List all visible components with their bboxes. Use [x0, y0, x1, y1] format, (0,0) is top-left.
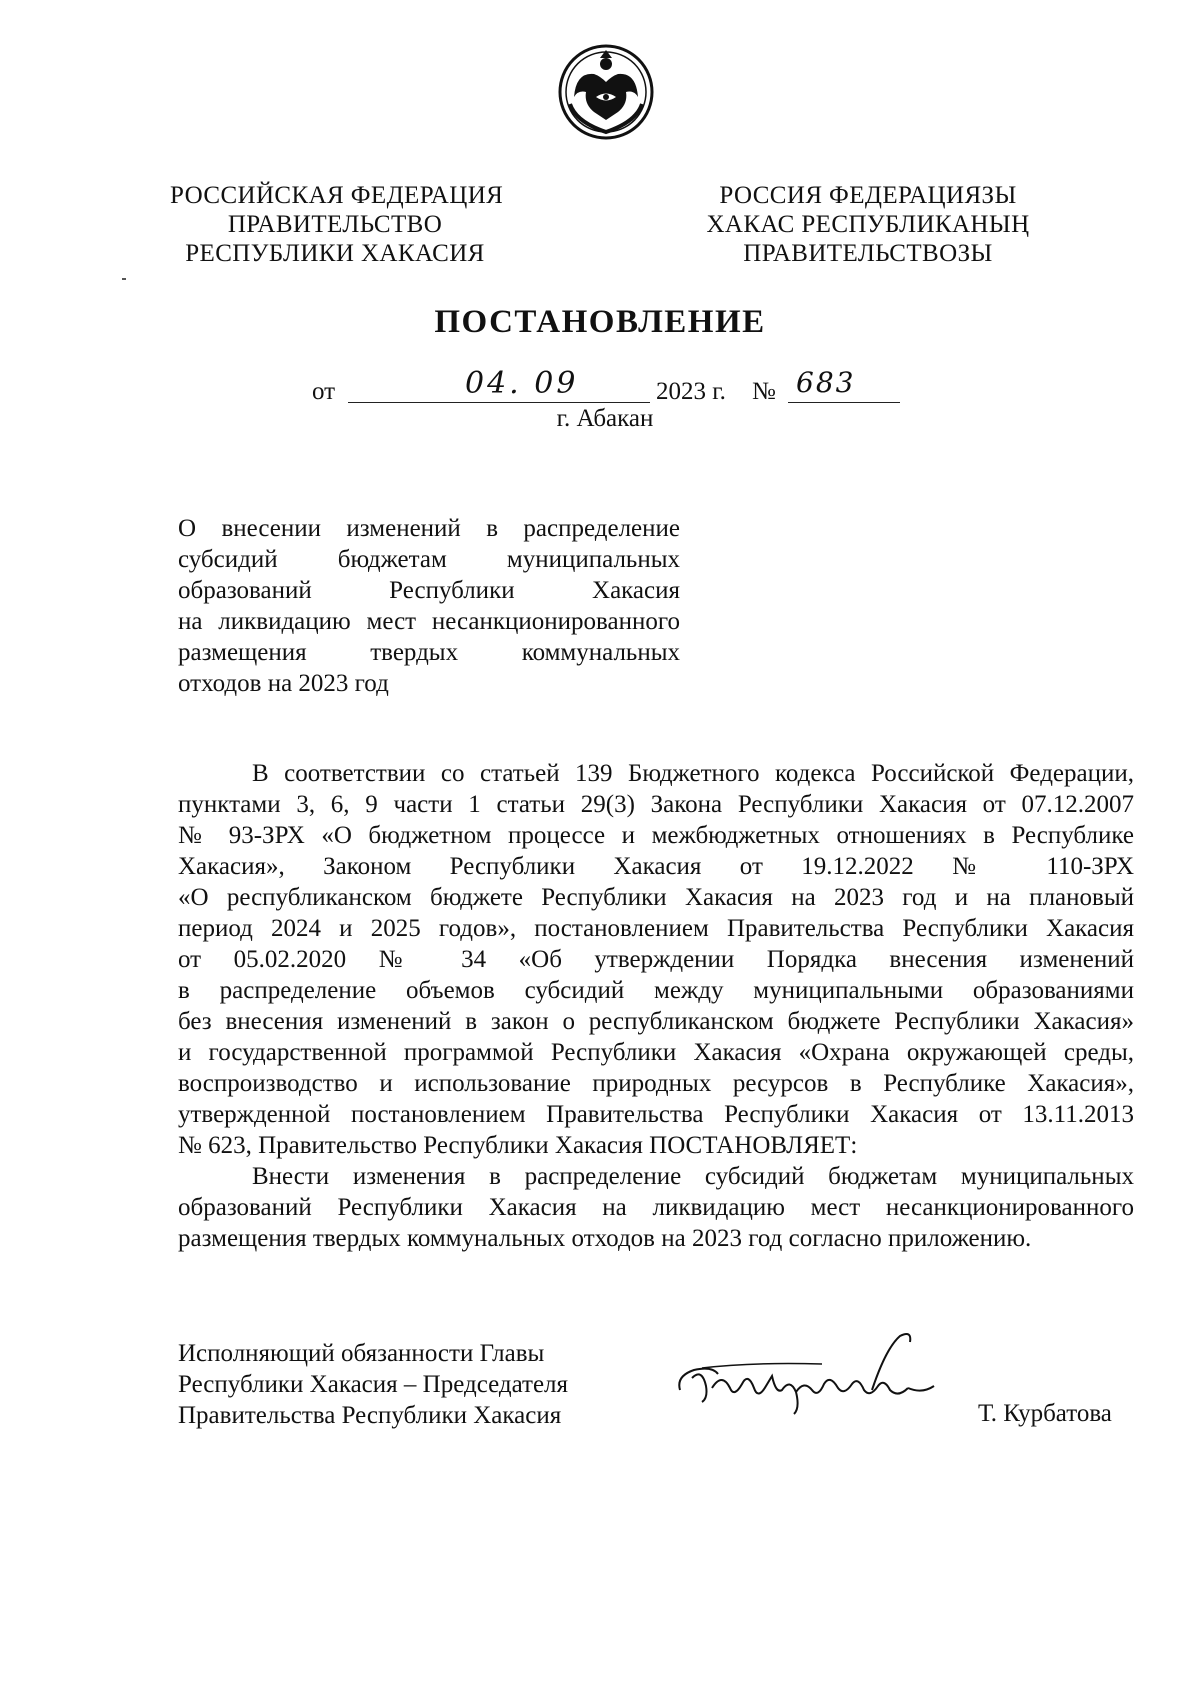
subject-line: отходов на 2023 год — [178, 670, 389, 697]
body-line: без внесения изменений в закон о республиканском бюджете Республики Хакасия» — [178, 1008, 1134, 1035]
header-left — [170, 181, 504, 268]
body-line: № 93-ЗРХ «О бюджетном процессе и межбюджетных отношениях в Республике — [178, 822, 1134, 849]
position-line: Правительства Республики Хакасия — [178, 1402, 562, 1429]
paragraph-resolution — [178, 1161, 1134, 1254]
subject-heading — [178, 513, 680, 699]
document-body — [178, 758, 1134, 1254]
header-left-line: ПРАВИТЕЛЬСТВО — [227, 211, 443, 238]
body-line: образований Республики Хакасия на ликвидацию мест несанкционированного — [178, 1194, 1134, 1221]
header-right-line: ПРАВИТЕЛЬСТВОЗЫ — [743, 240, 993, 267]
position-line: Исполняющий обязанности Главы — [178, 1340, 545, 1367]
handwritten-signature-icon — [672, 1328, 972, 1418]
body-line: пунктами 3, 6, 9 части 1 статьи 29(3) Закона Республики Хакасия от 07.12.2007 — [178, 791, 1134, 818]
handwritten-date: 04. 09 — [465, 366, 579, 401]
body-line: утвержденной постановлением Правительства Республики Хакасия от 13.11.2013 — [178, 1101, 1134, 1128]
subject-line: субсидий бюджетам муниципальных — [178, 546, 680, 573]
body-line: в распределение объемов субсидий между муниципальными образованиями — [178, 977, 1134, 1004]
document-title: ПОСТАНОВЛЕНИЕ — [434, 304, 766, 340]
coat-of-arms-icon — [556, 42, 656, 142]
subject-line: на ликвидацию мест несанкционированного — [178, 608, 680, 635]
subject-line: размещения твердых коммунальных — [178, 639, 680, 666]
header-right-line: ХАКАС РЕСПУБЛИКАНЫҢ — [706, 211, 1030, 238]
paragraph-preamble — [178, 758, 1134, 1161]
header-left-line: РОССИЙСКАЯ ФЕДЕРАЦИЯ — [170, 182, 504, 209]
header-right-line: РОССИЯ ФЕДЕРАЦИЯЗЫ — [719, 182, 1017, 209]
body-line: размещения твердых коммунальных отходов на 2023 год согласно приложению. — [178, 1225, 1032, 1252]
body-line: № 623, Правительство Республики Хакасия ПОСТАНОВЛЯЕТ: — [178, 1132, 858, 1159]
body-line: Хакасия», Законом Республики Хакасия от 19.12.2022 № 110-ЗРХ — [178, 853, 1134, 880]
from-label: от — [312, 378, 336, 405]
body-line: воспроизводство и использование природных ресурсов в Республике Хакасия», — [178, 1070, 1134, 1097]
body-line: и государственной программой Республики Хакасия «Охрана окружающей среды, — [178, 1039, 1134, 1066]
subject-line: О внесении изменений в распределение — [178, 515, 680, 542]
header-right — [698, 181, 1038, 268]
number-label: № — [752, 378, 776, 405]
body-line: период 2024 и 2025 годов», постановлением Правительства Республики Хакасия — [178, 915, 1134, 942]
header-left-line: РЕСПУБЛИКИ ХАКАСИЯ — [185, 240, 485, 267]
body-line: В соответствии со статьей 139 Бюджетного кодекса Российской Федерации, — [252, 760, 1134, 787]
number-underline — [788, 402, 900, 403]
margin-mark — [122, 278, 126, 280]
signer-name: Т. Курбатова — [978, 1400, 1112, 1427]
signatory-position — [178, 1338, 568, 1431]
body-line: «О республиканском бюджете Республики Хакасия на 2023 год и на плановый — [178, 884, 1134, 911]
body-line: Внести изменения в распределение субсидий бюджетам муниципальных — [252, 1163, 1134, 1190]
subject-line: образований Республики Хакасия — [178, 577, 680, 604]
body-line: от 05.02.2020 № 34 «Об утверждении Порядка внесения изменений — [178, 946, 1134, 973]
year-label: 2023 г. — [656, 378, 726, 405]
date-underline — [348, 402, 650, 403]
city: г. Абакан — [556, 405, 654, 432]
dateline — [0, 368, 1200, 408]
handwritten-number: 683 — [796, 366, 856, 399]
position-line: Республики Хакасия – Председателя — [178, 1371, 569, 1398]
